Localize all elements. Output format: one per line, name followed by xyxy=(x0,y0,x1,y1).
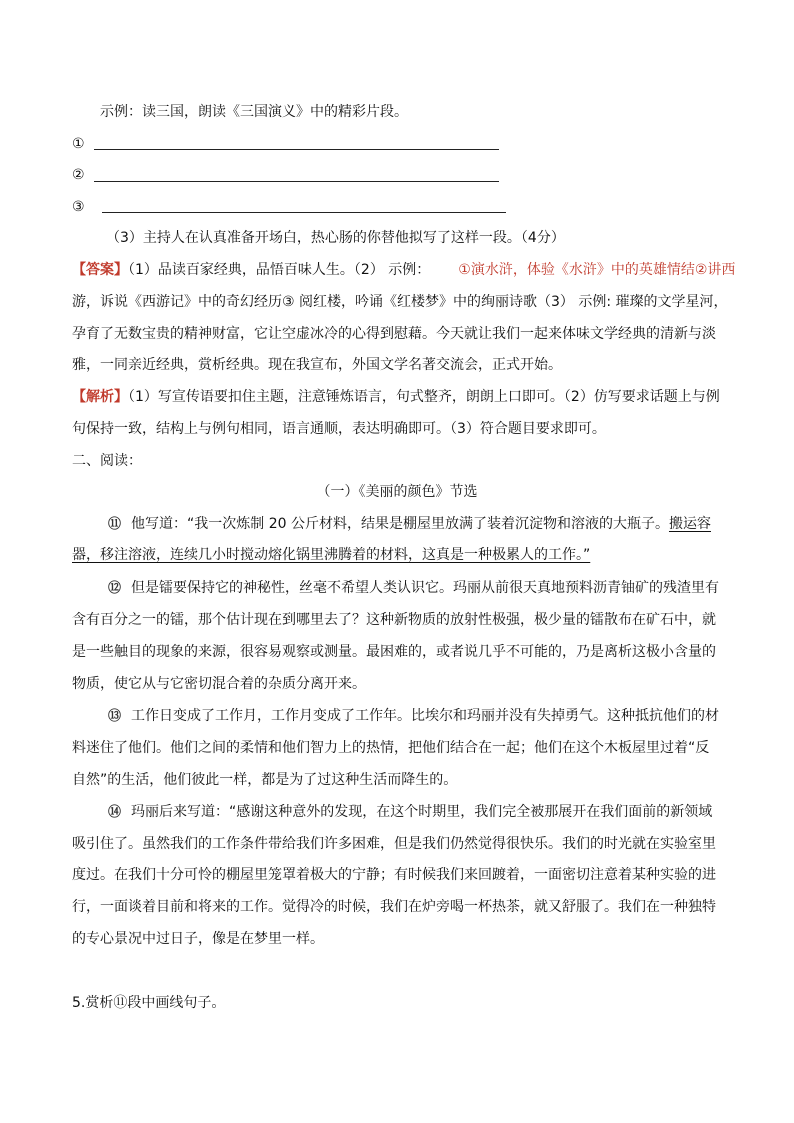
answer-line-2: 游，诉说《西游记》中的奇幻经历③ 阅红楼，吟诵《红楼梦》中的绚丽诗歌（3） 示例: 璀璨的文学星河， xyxy=(72,294,728,310)
answer-tag: 【答案】 xyxy=(72,262,128,278)
passage-title: （一）《美丽的颜色》节选 xyxy=(316,484,478,500)
paragraph-11-line-2 xyxy=(72,545,722,565)
answer-line-4: 雅，一同亲近经典，赏析经典。现在我宣布，外国文学名著交流会，正式开始。 xyxy=(72,357,562,373)
paragraph-14-line-2: 吸引住了。虽然我们的工作条件带给我们许多困难，但是我们仍然觉得很快乐。我们的时光就在实验室里 xyxy=(72,836,716,852)
paragraph-14-line-5: 的专心景况中过日子，像是在梦里一样。 xyxy=(72,931,324,947)
example-intro: 示例：读三国，朗读《三国演义》中的精彩片段。 xyxy=(100,104,408,120)
paragraph-12-line-4: 物质，使它从与它密切混合着的杂质分离开来。 xyxy=(72,676,366,692)
paragraph-text: 他写道：“我一次炼制 20 公斤材料，结果是棚屋里放满了装着沉淀物和溶液的大瓶子。 xyxy=(131,516,669,532)
blank-label-3: ③ xyxy=(72,199,85,215)
analysis-text-1: （1）写宣传语要扣住主题，注意锤炼语言，句式整齐，朗朗上口即可。（2）仿写要求话题上与例 xyxy=(128,389,720,405)
answer-text-1a: （1）品读百家经典，品悟百味人生。（2） 示例： xyxy=(128,262,431,278)
answer-line-1 xyxy=(72,260,736,280)
question-5: 5.赏析⑪段中画线句子。 xyxy=(72,995,226,1011)
paragraph-12-line-3: 是一些触目的现象的来源，很容易观察或测量。最困难的，或者说几乎不可能的，乃是离析这极小含量的 xyxy=(72,644,716,660)
section-title: 二、阅读： xyxy=(72,453,142,469)
paragraph-11-line-1 xyxy=(108,514,758,535)
blank-label-1: ① xyxy=(72,136,85,152)
paragraph-13-line-3: 自然”的生活，他们彼此一样，都是为了过这种生活而降生的。 xyxy=(72,772,458,788)
question-3: （3）主持人在认真准备开场白，热心肠的你替他拟写了这样一段。（4分） xyxy=(106,230,565,246)
paragraph-text: 但是镭要保持它的神秘性，丝毫不希望人类认识它。玛丽从前很天真地预料沥青铀矿的残渣里有 xyxy=(131,580,720,596)
paragraph-text: 工作日变成了工作月，工作月变成了工作年。比埃尔和玛丽并没有失掉勇气。这种抵抗他们的材 xyxy=(131,708,720,724)
paragraph-number: ⑭ xyxy=(108,805,122,820)
analysis-line-2: 句保持一致，结构上与例句相同，语言通顺，表达明确即可。（3）符合题目要求即可。 xyxy=(72,421,606,437)
answer-line-3: 孕育了无数宝贵的精神财富，它让空虚冰冷的心得到慰藉。今天就让我们一起来体味文学经典的清新与淡 xyxy=(72,326,716,342)
analysis-tag: 【解析】 xyxy=(72,389,128,405)
paragraph-14-line-3: 度过。在我们十分可怜的棚屋里笼罩着极大的宁静；有时候我们来回踱着，一面密切注意着某种实验的进 xyxy=(72,867,716,883)
paragraph-14-line-1 xyxy=(108,802,758,823)
answer-blank-3[interactable] xyxy=(102,212,506,213)
paragraph-number: ⑬ xyxy=(108,709,122,724)
paragraph-number: ⑪ xyxy=(108,517,122,532)
answer-blank-1[interactable] xyxy=(94,149,499,150)
blank-label-2: ② xyxy=(72,167,85,183)
underlined-sentence: 搬运容 xyxy=(668,516,711,532)
paragraph-13-line-2: 料迷住了他们。他们之间的柔情和他们智力上的热情，把他们结合在一起；他们在这个木板屋里过着“反 xyxy=(72,740,710,756)
paragraph-12-line-1 xyxy=(108,578,758,599)
underlined-sentence: 器，移注溶液，连续几小时搅动熔化锅里沸腾着的材料，这真是一种极累人的工作。” xyxy=(72,547,591,563)
answer-blank-2[interactable] xyxy=(94,181,499,182)
paragraph-14-line-4: 行，一面谈着目前和将来的工作。觉得冷的时候，我们在炉旁喝一杯热茶，就又舒服了。我们在一种独特 xyxy=(72,899,716,915)
paragraph-text: 玛丽后来写道：“感谢这种意外的发现，在这个时期里，我们完全被那展开在我们面前的新领域 xyxy=(131,804,713,820)
paragraph-12-line-2: 含有百分之一的镭，那个估计现在到哪里去了？这种新物质的放射性极强，极少量的镭散布在矿石中，就 xyxy=(72,612,716,628)
paragraph-13-line-1 xyxy=(108,706,758,727)
answer-text-1b: ①演水浒，体验《水浒》中的英雄情结②讲西 xyxy=(458,262,736,278)
analysis-line-1 xyxy=(72,387,722,407)
paragraph-number: ⑫ xyxy=(108,581,122,596)
